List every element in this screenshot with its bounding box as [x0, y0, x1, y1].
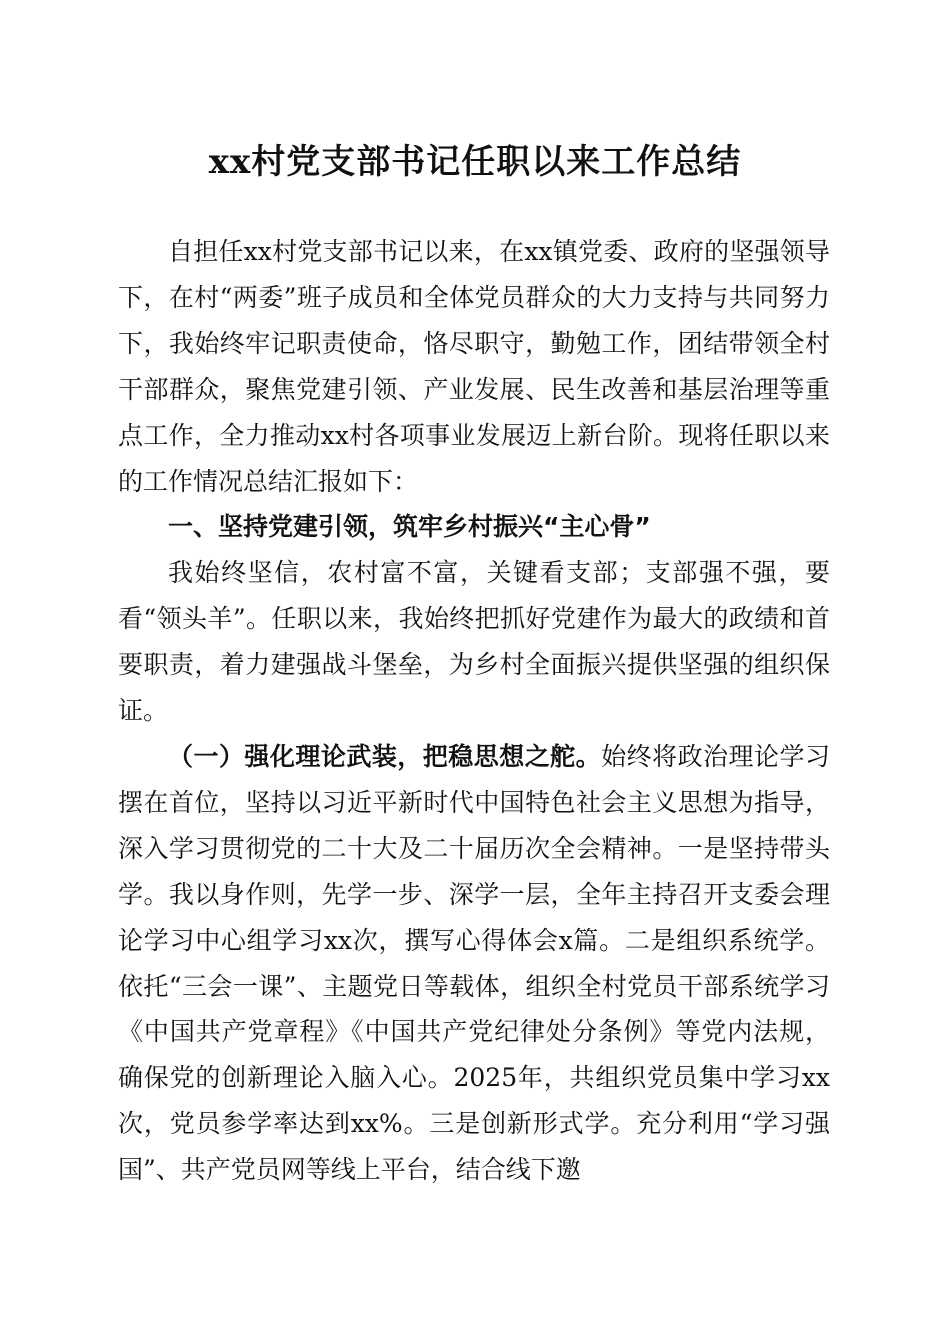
- subsection-1-text: 始终将政治理论学习摆在首位，坚持以习近平新时代中国特色社会主义思想为指导，深入学习贯彻党的二十大及二十届历次全会精神。一是坚持带头学。我以身作则，先学一步、深学一层，全年主持召开支委会理论学习中心组学习xx次，撰写心得体会x篇。二是组织系统学。依托“三会一课”、主题党日等载体，组织全村党员干部系统学习《中国共产党章程》《中国共产党纪律处分条例》等党内法规，确保党的创新理论入脑入心。2025年，共组织党员集中学习xx次，党员参学率达到xx%。三是创新形式学。充分利用“学习强国”、共产党员网等线上平台，结合线下邀: [118, 741, 830, 1185]
- subsection-1-paragraph: [118, 734, 830, 1193]
- document-body: [118, 229, 830, 1193]
- subsection-heading-1: （一）强化理论武装，把稳思想之舵。: [168, 741, 602, 771]
- intro-paragraph: 自担任xx村党支部书记以来，在xx镇党委、政府的坚强领导下，在村“两委”班子成员和全体党员群众的大力支持与共同努力下，我始终牢记职责使命，恪尽职守，勤勉工作，团结带领全村干部群众，聚焦党建引领、产业发展、民生改善和基层治理等重点工作，全力推动xx村各项事业发展迈上新台阶。现将任职以来的工作情况总结汇报如下：: [118, 237, 830, 496]
- section-heading-1: 一、坚持党建引领，筑牢乡村振兴“主心骨”: [168, 512, 651, 542]
- document-title: xx村党支部书记任职以来工作总结: [208, 142, 742, 182]
- section-1-paragraph: 我始终坚信，农村富不富，关键看支部；支部强不强，要看“领头羊”。任职以来，我始终把抓好党建作为最大的政绩和首要职责，着力建强战斗堡垒，为乡村全面振兴提供坚强的组织保证。: [118, 558, 830, 726]
